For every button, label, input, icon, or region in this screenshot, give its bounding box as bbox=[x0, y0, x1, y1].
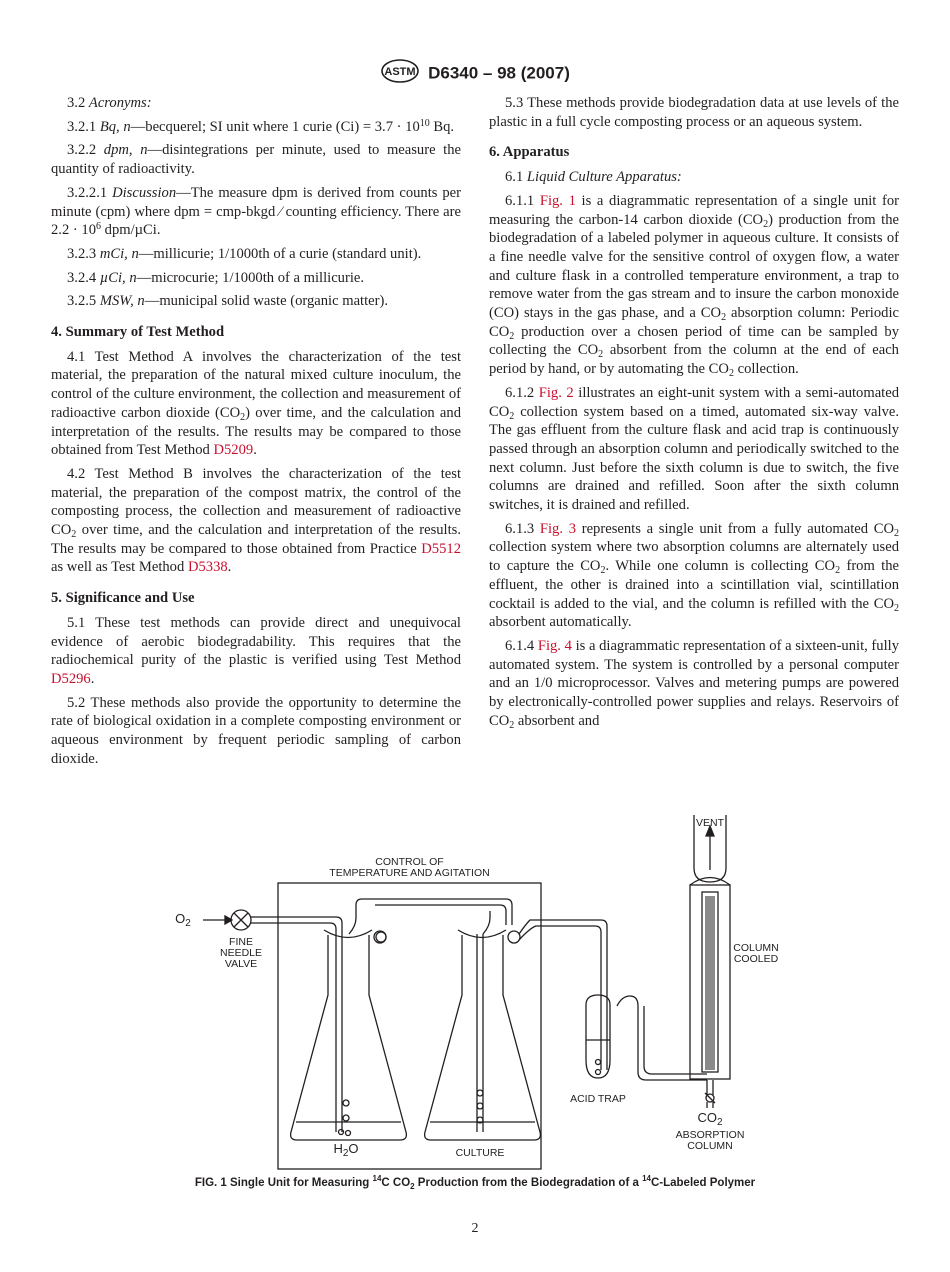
section-3-2-5: 3.2.5 MSW, n—municipal solid waste (organic matter). bbox=[67, 293, 389, 310]
section-5-2: 5.2 These methods also provide the opportunity to determine the rate of biological oxidation in a complete composting environment or aqueous environment by frequent periodic sampling of carbon dioxide. bbox=[51, 694, 461, 767]
page-header bbox=[0, 59, 950, 88]
section-3-2-2: 3.2.2 dpm, n—disintegrations per minute, used to measure the quantity of radioactivity. bbox=[51, 142, 461, 178]
section-5-3: 5.3 These methods provide biodegradation data at use levels of the plastic in a full cycle composting process or an aqueous system. bbox=[489, 95, 899, 130]
right-column bbox=[489, 94, 899, 736]
section-3-2-3: 3.2.3 mCi, n—millicurie; 1/1000th of a curie (standard unit). bbox=[67, 245, 422, 262]
link-d5512[interactable]: D5512 bbox=[421, 540, 461, 557]
left-column bbox=[51, 94, 461, 774]
link-d5209[interactable]: D5209 bbox=[213, 442, 254, 459]
tube-flask1-to-flask2 bbox=[375, 899, 512, 925]
label-h2o: $H_2O$ bbox=[333, 1141, 359, 1159]
label-co2: $CO_2$ bbox=[697, 1110, 723, 1128]
water-flask-icon bbox=[291, 899, 407, 1140]
section-6-1-4: 6.1.4 Fig. 4 is a diagrammatic representation of a sixteen-unit, fully automated system. The system is controlled by a personal computer and an 1/0 microprocessor. Valves and metering pumps are powered by electronically-controlled power supplies and relays. Reservoirs of $CO_2$ absorbent and bbox=[489, 637, 899, 731]
page-number: 2 bbox=[471, 1221, 479, 1236]
section-3-2-1: 3.2.1 Bq, n—becquerel; SI unit where 1 curie $(Ci) = 3.7 \cdot 10^{10}$ Bq. bbox=[67, 117, 455, 135]
figure-caption: FIG. 1 Single Unit for Measuring $^{14}$C $CO_2$ Production from the Biodegradation of a $^{14}$C-Labeled Polymer bbox=[194, 1174, 756, 1191]
section-6-1: 6.1 Liquid Culture Apparatus: bbox=[505, 169, 682, 186]
culture-flask-icon bbox=[425, 911, 541, 1140]
link-fig-1[interactable]: Fig. 1 bbox=[539, 192, 576, 209]
document-id: D6340 – 98 (2007) bbox=[428, 63, 570, 83]
section-5-heading: 5. Significance and Use bbox=[51, 590, 195, 607]
label-control: CONTROL OF TEMPERATURE AND AGITATION bbox=[329, 856, 490, 879]
label-acid-trap: ACID TRAP bbox=[570, 1093, 626, 1105]
absorption-column-icon bbox=[690, 815, 730, 1108]
label-o2: $O_2$ bbox=[175, 911, 191, 929]
section-6-heading: 6. Apparatus bbox=[489, 144, 570, 161]
label-vent: VENT bbox=[695, 817, 724, 829]
link-fig-3[interactable]: Fig. 3 bbox=[539, 520, 577, 537]
label-culture: CULTURE bbox=[455, 1147, 505, 1159]
section-4-2: 4.2 Test Method B involves the characterization of the test material, the preparation of the compost matrix, the control of the composting process, the collection and measurement of radioactive $CO_2$ over time, and the calculation and interpretation of the results. The results may be compared to those obtained from Practice D5512 as well as Test Method D5338. bbox=[51, 465, 461, 576]
link-d5338[interactable]: D5338 bbox=[187, 559, 228, 576]
section-4-1: 4.1 Test Method A involves the characterization of the test material, the preparation of the natural mixed culture inoculum, the control of the culture environment, the collection and measurement of radioactive carbon dioxide $(CO_2)$ over time, and the calculation and interpretation of the results. The results may be compared to those obtained from Test Method D5209. bbox=[51, 348, 461, 459]
label-needle-valve: FINE NEEDLE VALVE bbox=[219, 936, 262, 970]
section-4-heading: 4. Summary of Test Method bbox=[51, 324, 225, 341]
stopcock-2-icon bbox=[508, 931, 520, 943]
link-d5296[interactable]: D5296 bbox=[51, 670, 91, 687]
astm-logo-icon bbox=[380, 59, 420, 88]
section-6-1-3: 6.1.3 Fig. 3 represents a single unit from a fully automated $CO_2$ collection system where two absorption columns are alternately used to capture the $CO_2$. While one column is collecting $CO_2$ from the effluent, the other is drained into a scintillation vial, scintillation cocktail is added to the vial, and the column is refilled with the $CO_2$ absorbent automatically. bbox=[489, 520, 900, 631]
section-6-1-2: 6.1.2 Fig. 2 illustrates an eight-unit system with a semi-automated $CO_2$ collection system based on a timed, automated six-way valve. The gas effluent from the culture flask and acid trap is continuously passed through an absorption column and periodically switched to the next column. Just before the sixth column is due to switch, the five columns are drained and refilled. Soon after the sixth column switches, it is drained and refilled. bbox=[489, 384, 900, 514]
svg-text:ASTM: ASTM bbox=[384, 66, 416, 78]
label-column-cooled: COLUMN COOLED bbox=[733, 942, 779, 965]
section-3-2-2-1: 3.2.2.1 Discussion—The measure dpm is derived from counts per minute (cpm) where dpm = cmp-bkgd ⁄ counting efficiency. There are $2.2 \cdot 10^6$ dpm/µCi. bbox=[51, 184, 461, 239]
section-6-1-1: 6.1.1 Fig. 1 is a diagrammatic representation of a single unit for measuring the carbon-14 carbon dioxide $(CO_2)$ production from the biodegradation of a labeled polymer in aqueous culture. It consists of a fine needle valve for the sensitive control of oxygen flow, a water and culture flask in a controlled temperature environment, a trap to remove water from the gas stream and to insure the carbon monoxide (CO) stays in the gas phase, and a $CO_2$ absorption column: Periodic $CO_2$ production over a chosen period of time can be sampled by collecting the $CO_2$ absorbent from the column at the end of each period by hand, or by automating the $CO_2$ collection. bbox=[489, 192, 900, 380]
temperature-control-box bbox=[278, 883, 541, 1169]
section-5-1: 5.1 These test methods can provide direct and unequivocal evidence of aerobic biodegradability. This requires that the radiochemical purity of the plastic is verified using Test Method D5296. bbox=[51, 614, 461, 687]
link-fig-2[interactable]: Fig. 2 bbox=[538, 384, 574, 401]
section-3-2-4: 3.2.4 µCi, n—microcurie; 1/1000th of a millicurie. bbox=[67, 269, 365, 286]
section-3-2: 3.2 Acronyms: bbox=[67, 95, 152, 111]
label-absorption-column: ABSORPTION COLUMN bbox=[675, 1129, 745, 1152]
link-fig-4[interactable]: Fig. 4 bbox=[537, 637, 572, 654]
figure-1-diagram bbox=[170, 810, 780, 1175]
tube-trap-to-column bbox=[617, 996, 707, 1080]
